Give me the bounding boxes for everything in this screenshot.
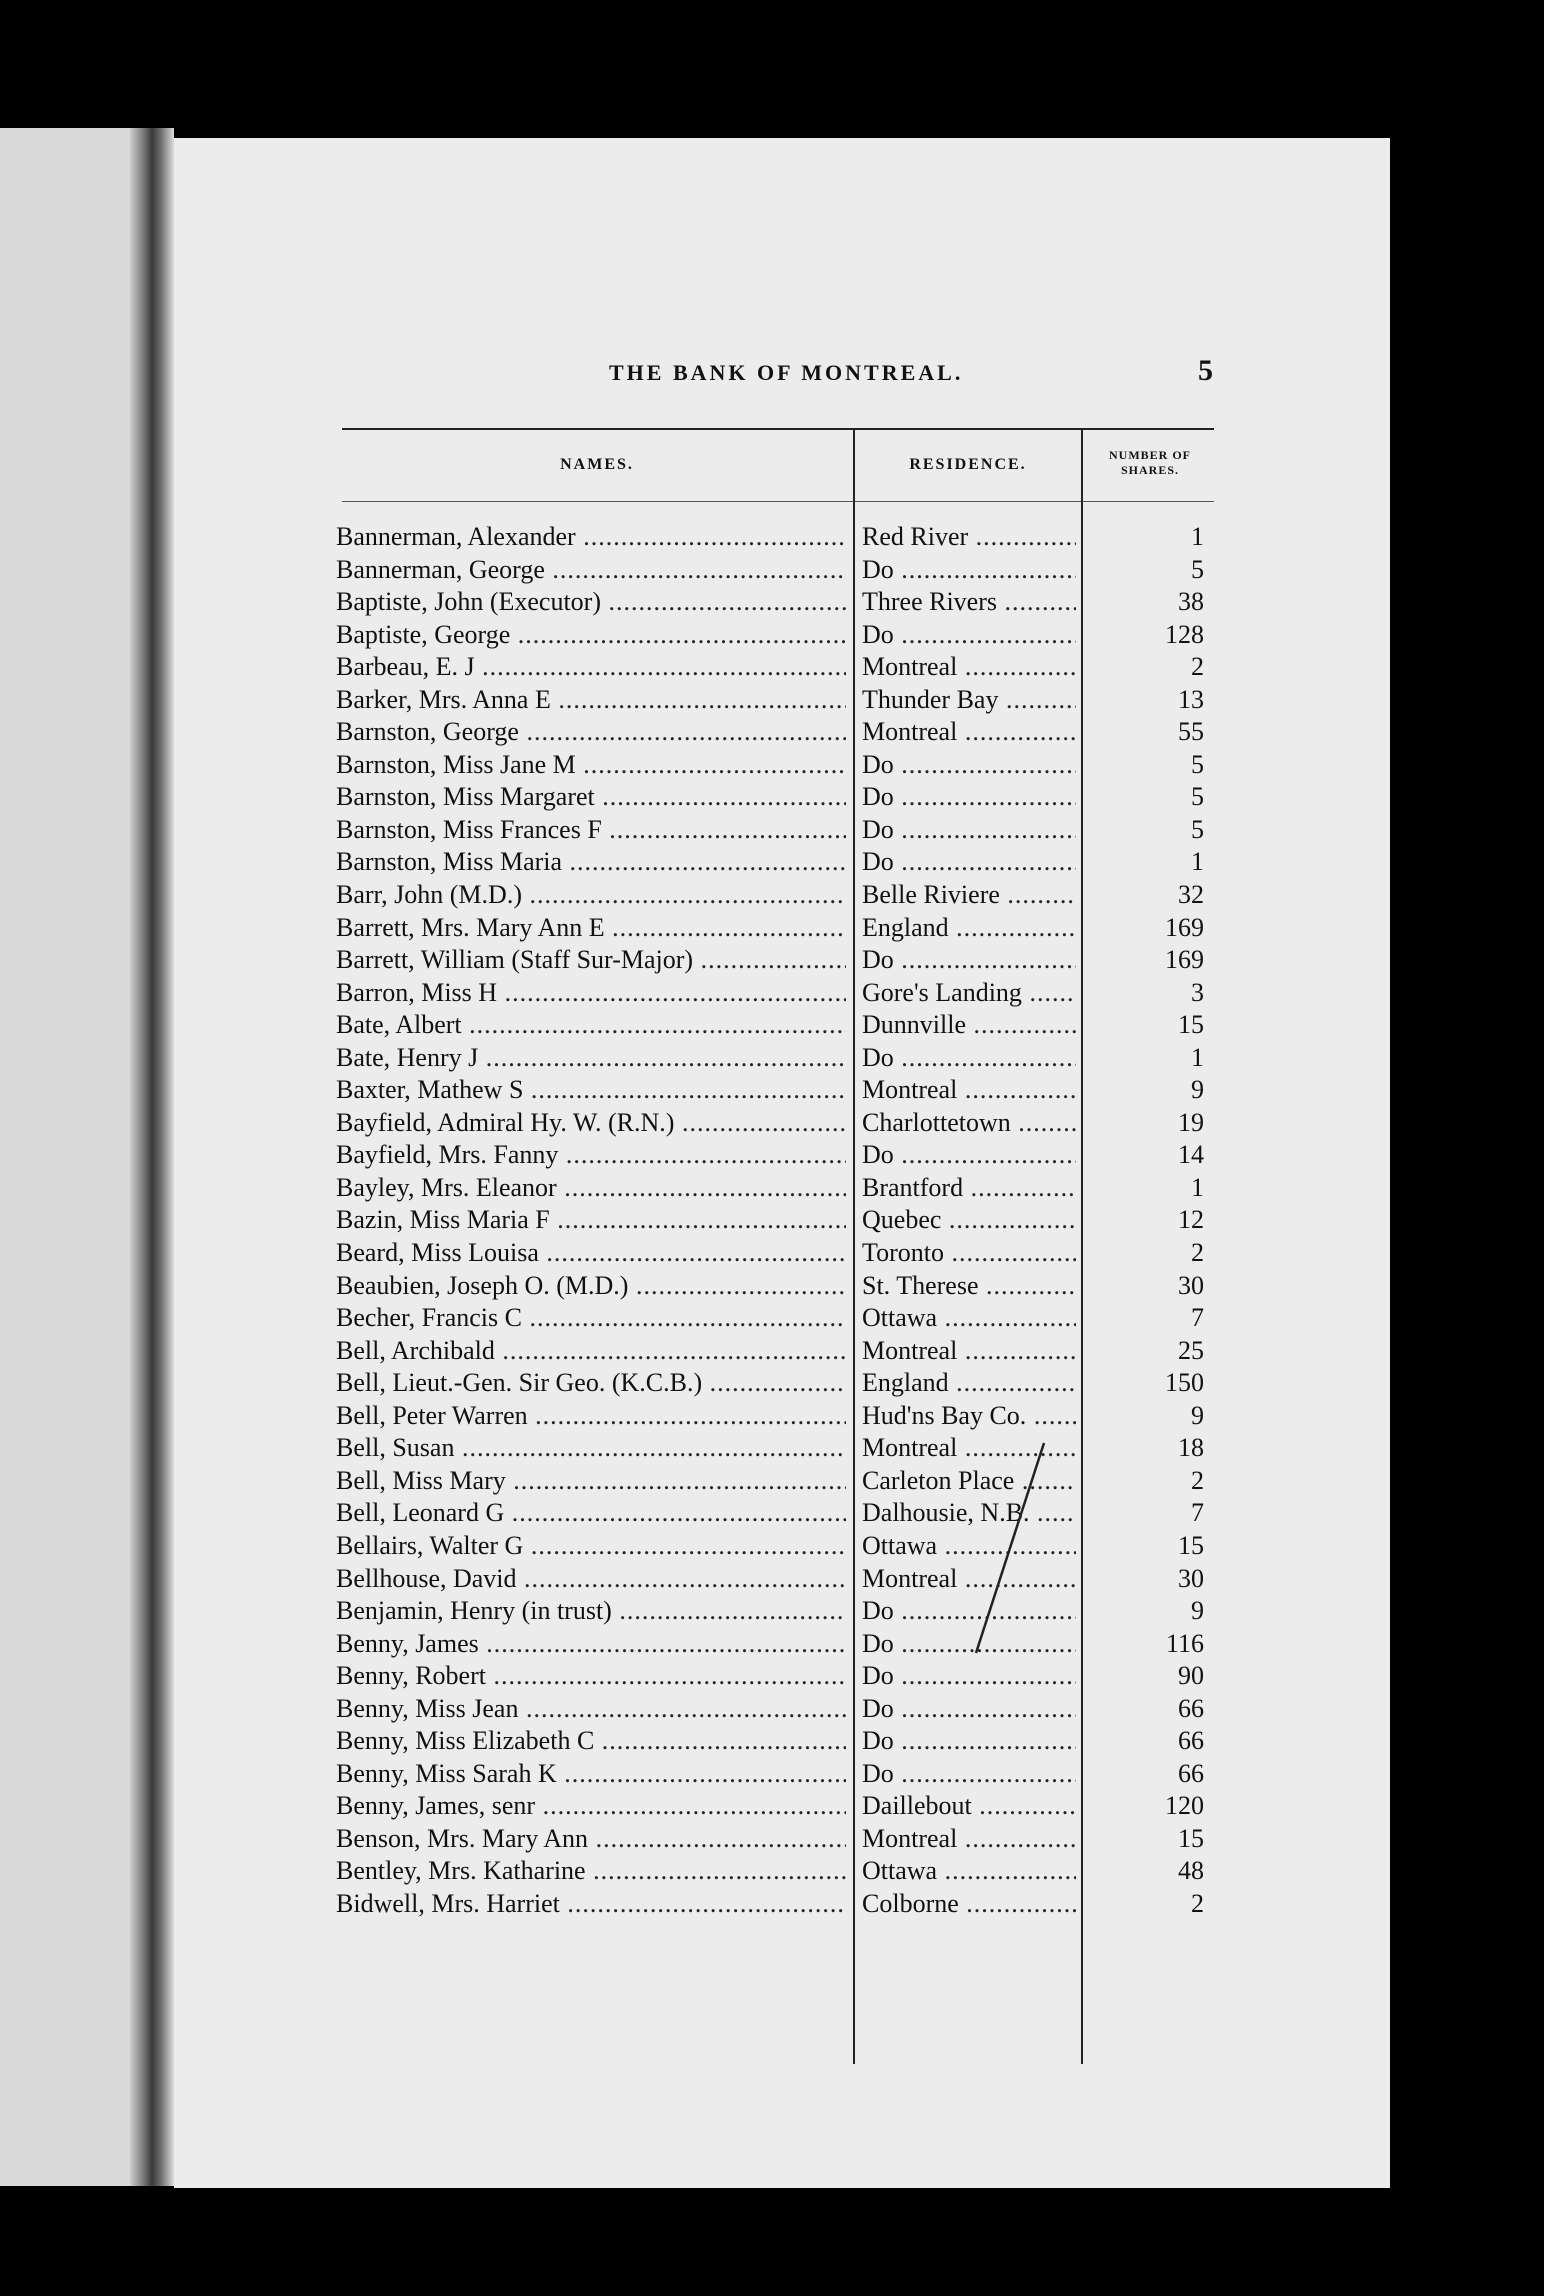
shareholder-shares: 32 — [1178, 880, 1204, 910]
table-row — [336, 586, 1236, 619]
table-row — [336, 1367, 1236, 1400]
shareholder-shares: 2 — [1191, 1465, 1204, 1495]
document-page — [174, 138, 1390, 2188]
shareholder-name: Barbeau, E. J ..... — [336, 651, 846, 683]
table-row — [336, 1335, 1236, 1368]
table-row — [336, 1237, 1236, 1270]
shareholder-shares: 66 — [1178, 1693, 1204, 1723]
table-row — [336, 521, 1236, 554]
table-row — [336, 814, 1236, 847]
shareholder-shares: 120 — [1165, 1791, 1204, 1821]
table-row — [336, 1270, 1236, 1303]
shareholder-residence: Montreal ..... — [862, 1074, 1076, 1106]
table-row — [336, 651, 1236, 684]
shareholder-name: Barker, Mrs. Anna E ..... — [336, 684, 846, 716]
shareholder-name: Bentley, Mrs. Katharine ..... — [336, 1855, 846, 1887]
shareholder-residence: Do ..... — [862, 814, 1076, 846]
table-row — [336, 944, 1236, 977]
shareholder-shares: 1 — [1191, 522, 1204, 551]
shareholder-shares: 7 — [1191, 1303, 1204, 1333]
shareholder-name: Barnston, George ..... — [336, 716, 846, 748]
shareholder-residence: Belle Riviere ..... — [862, 879, 1076, 911]
shareholder-name: Benny, James ..... — [336, 1628, 846, 1660]
shareholder-shares: 5 — [1191, 814, 1204, 844]
shareholder-name: Benny, Miss Sarah K ..... — [336, 1758, 846, 1790]
shareholder-name: Bell, Lieut.-Gen. Sir Geo. (K.C.B.) ..... — [336, 1367, 846, 1399]
shareholder-name: Beaubien, Joseph O. (M.D.) ..... — [336, 1270, 846, 1302]
shareholder-residence: Do ..... — [862, 749, 1076, 781]
shareholder-name: Bellairs, Walter G ..... — [336, 1530, 846, 1562]
table-row — [336, 1595, 1236, 1628]
shareholder-shares: 12 — [1178, 1205, 1204, 1235]
table-row — [336, 684, 1236, 717]
shareholder-name: Barrett, William (Staff Sur-Major) ..... — [336, 944, 846, 976]
table-row — [336, 619, 1236, 652]
shareholder-shares: 66 — [1178, 1758, 1204, 1788]
shareholder-residence: Montreal ..... — [862, 651, 1076, 683]
shareholder-shares: 55 — [1178, 717, 1204, 747]
shareholder-residence: Colborne ..... — [862, 1888, 1076, 1920]
shareholder-residence: Do ..... — [862, 1139, 1076, 1171]
shareholder-shares: 9 — [1191, 1596, 1204, 1626]
shareholder-shares: 1 — [1191, 847, 1204, 877]
shareholder-name: Baxter, Mathew S ..... — [336, 1074, 846, 1106]
shareholder-residence: Do ..... — [862, 554, 1076, 586]
shareholder-shares: 1 — [1191, 1042, 1204, 1072]
shareholder-shares: 150 — [1165, 1368, 1204, 1398]
shareholder-residence: Montreal ..... — [862, 1563, 1076, 1595]
table-row — [336, 1823, 1236, 1856]
shareholder-name: Barrett, Mrs. Mary Ann E ..... — [336, 912, 846, 944]
shareholder-shares: 9 — [1191, 1075, 1204, 1105]
table-row — [336, 1563, 1236, 1596]
shareholder-residence: Montreal ..... — [862, 1335, 1076, 1367]
shareholder-shares: 25 — [1178, 1335, 1204, 1365]
shareholder-residence: Ottawa ..... — [862, 1855, 1076, 1887]
table-row — [336, 1790, 1236, 1823]
table-row — [336, 781, 1236, 814]
shareholder-residence: Hud'ns Bay Co. ..... — [862, 1400, 1076, 1432]
table-row — [336, 554, 1236, 587]
shareholder-shares: 2 — [1191, 652, 1204, 682]
shareholder-name: Baptiste, John (Executor) ..... — [336, 586, 846, 618]
shareholder-name: Benny, James, senr ..... — [336, 1790, 846, 1822]
shareholder-residence: Gore's Landing ..... — [862, 977, 1076, 1009]
shareholder-name: Barr, John (M.D.) ..... — [336, 879, 846, 911]
shareholder-shares: 128 — [1165, 619, 1204, 649]
table-row — [336, 1497, 1236, 1530]
table-row — [336, 716, 1236, 749]
shareholder-residence: Daillebout ..... — [862, 1790, 1076, 1822]
shareholder-residence: Thunder Bay ..... — [862, 684, 1076, 716]
shareholder-residence: Toronto ..... — [862, 1237, 1076, 1269]
shareholder-residence: Dunnville ..... — [862, 1009, 1076, 1041]
column-header-shares: NUMBER OF SHARES. — [1109, 448, 1191, 477]
table-row — [336, 1628, 1236, 1661]
shareholder-shares: 14 — [1178, 1140, 1204, 1170]
shareholder-residence: Ottawa ..... — [862, 1530, 1076, 1562]
shareholder-name: Barnston, Miss Jane M ..... — [336, 749, 846, 781]
shareholder-shares: 9 — [1191, 1400, 1204, 1430]
shareholder-name: Benson, Mrs. Mary Ann ..... — [336, 1823, 846, 1855]
table-row — [336, 1465, 1236, 1498]
shareholder-residence: England ..... — [862, 1367, 1076, 1399]
table-row — [336, 1400, 1236, 1433]
shareholder-name: Bayfield, Admiral Hy. W. (R.N.) ..... — [336, 1107, 846, 1139]
shareholder-shares: 3 — [1191, 977, 1204, 1007]
column-header-names: NAMES. — [560, 456, 634, 473]
table-row — [336, 1855, 1236, 1888]
shareholder-name: Bayley, Mrs. Eleanor ..... — [336, 1172, 846, 1204]
shareholder-shares: 15 — [1178, 1010, 1204, 1040]
table-row — [336, 1758, 1236, 1791]
shareholder-name: Bell, Leonard G ..... — [336, 1497, 846, 1529]
shareholder-shares: 116 — [1165, 1628, 1204, 1658]
table-row — [336, 1432, 1236, 1465]
shareholder-shares: 13 — [1178, 684, 1204, 714]
shareholder-residence: Do ..... — [862, 1595, 1076, 1627]
shareholder-name: Bell, Susan ..... — [336, 1432, 846, 1464]
shareholder-name: Bannerman, George ..... — [336, 554, 846, 586]
shareholder-name: Bell, Archibald ..... — [336, 1335, 846, 1367]
shareholder-name: Bell, Miss Mary ..... — [336, 1465, 846, 1497]
shareholder-shares: 90 — [1178, 1661, 1204, 1691]
table-row — [336, 977, 1236, 1010]
page-number: 5 — [1198, 354, 1213, 387]
shareholder-name: Barnston, Miss Margaret ..... — [336, 781, 846, 813]
book-gutter — [130, 128, 174, 2186]
table-row — [336, 1074, 1236, 1107]
table-row — [336, 1693, 1236, 1726]
shareholder-residence: Red River ..... — [862, 521, 1076, 553]
table-row — [336, 749, 1236, 782]
table-row — [336, 1725, 1236, 1758]
table-row — [336, 1009, 1236, 1042]
shareholder-residence: Do ..... — [862, 944, 1076, 976]
shareholder-name: Bazin, Miss Maria F ..... — [336, 1204, 846, 1236]
shareholder-residence: Three Rivers ..... — [862, 586, 1076, 618]
shareholder-shares: 5 — [1191, 782, 1204, 812]
shareholder-residence: St. Therese ..... — [862, 1270, 1076, 1302]
table-row — [336, 1107, 1236, 1140]
shareholder-name: Benny, Robert ..... — [336, 1660, 846, 1692]
shareholder-name: Bannerman, Alexander ..... — [336, 521, 846, 553]
shareholder-residence: Ottawa ..... — [862, 1302, 1076, 1334]
shareholder-name: Becher, Francis C ..... — [336, 1302, 846, 1334]
shareholder-residence: Do ..... — [862, 619, 1076, 651]
shareholder-name: Barnston, Miss Frances F ..... — [336, 814, 846, 846]
page-header — [174, 354, 1390, 400]
table-row — [336, 1530, 1236, 1563]
shareholder-residence: Do ..... — [862, 1628, 1076, 1660]
shareholder-shares: 169 — [1165, 912, 1204, 942]
shareholder-shares: 66 — [1178, 1726, 1204, 1756]
column-header-residence: RESIDENCE. — [909, 456, 1027, 473]
shareholder-residence: Carleton Place ..... — [862, 1465, 1076, 1497]
shareholder-name: Bate, Henry J ..... — [336, 1042, 846, 1074]
shareholder-residence: Dalhousie, N.B. ..... — [862, 1497, 1076, 1529]
shareholder-shares: 18 — [1178, 1433, 1204, 1463]
shareholder-residence: England ..... — [862, 912, 1076, 944]
shareholder-name: Barnston, Miss Maria ..... — [336, 846, 846, 878]
shareholder-residence: Do ..... — [862, 1725, 1076, 1757]
shareholder-table — [336, 521, 1236, 1921]
table-row — [336, 1172, 1236, 1205]
shareholder-residence: Brantford ..... — [862, 1172, 1076, 1204]
table-row — [336, 912, 1236, 945]
shareholder-shares: 19 — [1178, 1107, 1204, 1137]
shareholder-name: Bell, Peter Warren ..... — [336, 1400, 846, 1432]
shareholder-name: Beard, Miss Louisa ..... — [336, 1237, 846, 1269]
table-row — [336, 1204, 1236, 1237]
shareholder-residence: Do ..... — [862, 846, 1076, 878]
shareholder-name: Bidwell, Mrs. Harriet ..... — [336, 1888, 846, 1920]
shareholder-name: Bayfield, Mrs. Fanny ..... — [336, 1139, 846, 1171]
shareholder-residence: Quebec ..... — [862, 1204, 1076, 1236]
table-row — [336, 1302, 1236, 1335]
running-title: THE BANK OF MONTREAL. — [609, 360, 964, 385]
shareholder-shares: 48 — [1178, 1856, 1204, 1886]
shareholder-shares: 1 — [1191, 1172, 1204, 1202]
table-row — [336, 1042, 1236, 1075]
shareholder-name: Benny, Miss Jean ..... — [336, 1693, 846, 1725]
shareholder-shares: 169 — [1165, 945, 1204, 975]
shareholder-shares: 5 — [1191, 554, 1204, 584]
shareholder-residence: Charlottetown ..... — [862, 1107, 1076, 1139]
shareholder-name: Benny, Miss Elizabeth C ..... — [336, 1725, 846, 1757]
shareholder-name: Barron, Miss H ..... — [336, 977, 846, 1009]
shareholder-residence: Do ..... — [862, 781, 1076, 813]
shareholder-shares: 7 — [1191, 1498, 1204, 1528]
shareholder-shares: 5 — [1191, 749, 1204, 779]
shareholder-shares: 2 — [1191, 1888, 1204, 1918]
table-row — [336, 846, 1236, 879]
table-row — [336, 879, 1236, 912]
shareholder-residence: Do ..... — [862, 1042, 1076, 1074]
shareholder-residence: Montreal ..... — [862, 1432, 1076, 1464]
shareholder-residence: Montreal ..... — [862, 1823, 1076, 1855]
shareholder-shares: 15 — [1178, 1530, 1204, 1560]
table-row — [336, 1660, 1236, 1693]
shareholder-name: Bellhouse, David ..... — [336, 1563, 846, 1595]
table-header-rule — [342, 501, 1214, 502]
shareholder-residence: Do ..... — [862, 1660, 1076, 1692]
pencil-mark — [974, 1438, 1054, 1658]
shareholder-shares: 38 — [1178, 587, 1204, 617]
shareholder-shares: 30 — [1178, 1270, 1204, 1300]
shareholder-name: Bate, Albert ..... — [336, 1009, 846, 1041]
shareholder-shares: 30 — [1178, 1563, 1204, 1593]
table-row — [336, 1888, 1236, 1921]
shareholder-name: Benjamin, Henry (in trust) ..... — [336, 1595, 846, 1627]
table-row — [336, 1139, 1236, 1172]
shareholder-name: Baptiste, George ..... — [336, 619, 846, 651]
shareholder-shares: 15 — [1178, 1823, 1204, 1853]
table-top-rule — [342, 428, 1214, 430]
shareholder-residence: Do ..... — [862, 1693, 1076, 1725]
shareholder-residence: Do ..... — [862, 1758, 1076, 1790]
shareholder-residence: Montreal ..... — [862, 716, 1076, 748]
shareholder-shares: 2 — [1191, 1238, 1204, 1268]
